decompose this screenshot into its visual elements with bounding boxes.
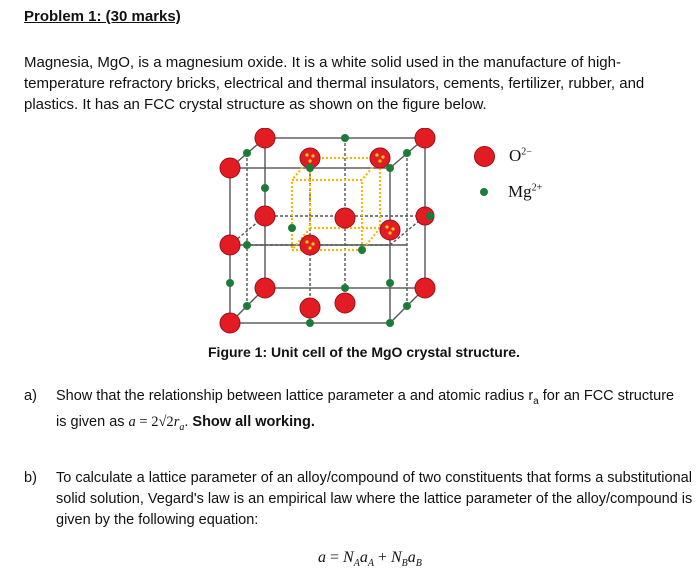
question-a-marker: a) <box>24 388 37 404</box>
legend-label-oxygen: $O^{2-}$ <box>509 146 532 165</box>
figure-legend <box>474 138 542 210</box>
question-b-marker: b) <box>24 470 37 486</box>
legend-item-oxygen <box>474 138 542 174</box>
intro-paragraph: Magnesia, MgO, is a magnesium oxide. It is a white solid used in the manufacture of high-temperature refractory bricks, electrical and thermal insulators, cements, fertilizer, rubber, and plastics. It has an FCC crystal structure as shown on the figure below. <box>24 54 645 113</box>
vegards-law-equation: $a = N_Aa_A + N_Ba_B$ <box>318 549 422 570</box>
question-a-emphasis: Show all working. <box>192 413 315 430</box>
figure-caption: Figure 1: Unit cell of the MgO crystal structure. <box>208 344 520 360</box>
legend-label-magnesium: $Mg^{2+}$ <box>508 182 543 201</box>
red-sphere-icon <box>474 146 495 167</box>
problem-heading: Problem 1: (30 marks) <box>24 8 181 25</box>
green-dot-icon <box>480 188 488 196</box>
legend-item-magnesium <box>474 174 542 210</box>
question-a-text: Show that the relationship between lattice parameter a and atomic radius $r_a$ for an FCC structure is given as $a = 2√2r_a$. Show all working. <box>56 388 675 433</box>
magnesium-ions <box>226 134 434 327</box>
question-b-text: To calculate a lattice parameter of an alloy/compound of two constituents that forms a substitutional solid solution, Vegard's law is an empirical law where the lattice parameter of the alloy/compound is given by the following equation: <box>56 470 693 528</box>
mgo-unit-cell-figure <box>210 128 460 340</box>
